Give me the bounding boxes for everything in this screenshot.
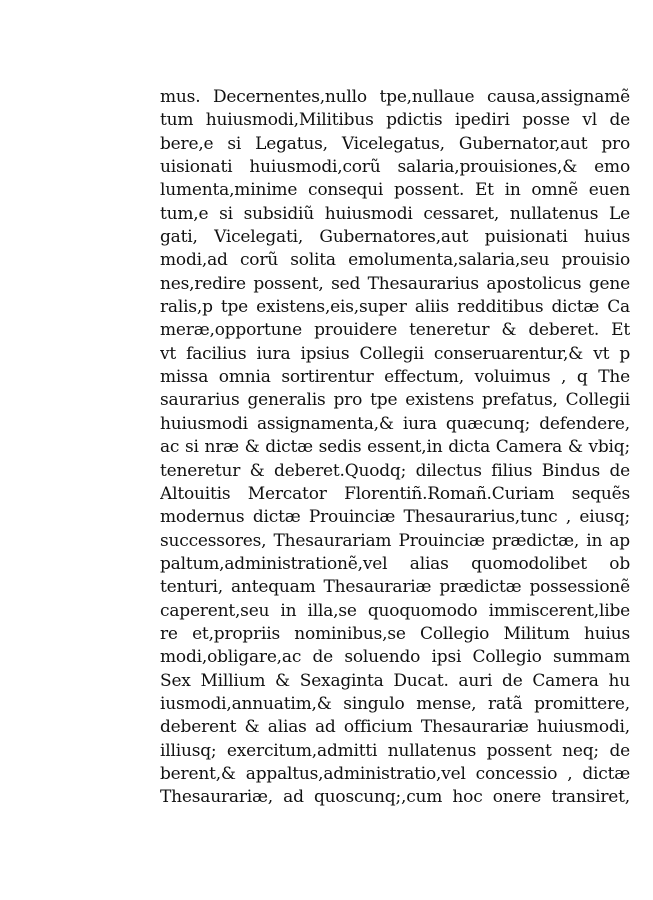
text-line: modi,ad corũ solita emolumenta,salaria,seu prouisio xyxy=(160,250,630,271)
text-line: vt facilius iura ipsius Collegii conseruarentur,& vt p xyxy=(160,343,630,364)
text-line: successores, Thesaurariam Prouinciæ prædictæ, in ap xyxy=(160,530,630,551)
text-line: lumenta,minime consequi possent. Et in omnẽ euen xyxy=(160,180,630,201)
text-line: iusmodi,annuatim,& singulo mense, ratã promittere, xyxy=(160,693,630,714)
text-line: bere,e si Legatus, Vicelegatus, Gubernator,aut pro xyxy=(160,133,630,154)
text-line: modi,obligare,ac de soluendo ipsi Collegio summam xyxy=(160,647,630,668)
text-line: saurarius generalis pro tpe existens prefatus, Collegii xyxy=(160,390,630,411)
text-line: paltum,administrationẽ,vel alias quomodolibet ob xyxy=(160,553,630,574)
text-line: berent,& appaltus,administratio,vel concessio , dictæ xyxy=(160,763,630,784)
text-line: Thesaurariæ, ad quoscunq;,cum hoc onere transiret, xyxy=(160,787,630,808)
text-line: deberent & alias ad officium Thesaurariæ huiusmodi, xyxy=(160,717,630,738)
text-line: missa omnia sortirentur effectum, voluimus , q The xyxy=(160,367,630,388)
text-line: teneretur & deberet.Quodq; dilectus filius Bindus de xyxy=(160,460,630,481)
text-line: nes,redire possent, sed Thesaurarius apostolicus gene xyxy=(160,273,630,294)
text-line: ac si nræ & dictæ sedis essent,in dicta Camera & vbiq; xyxy=(160,437,630,458)
text-line: tum,e si subsidiũ huiusmodi cessaret, nullatenus Le xyxy=(160,203,630,224)
text-line: mus. Decernentes,nullo tpe,nullaue causa,assignamẽ xyxy=(160,87,630,107)
text-line: ralis,p tpe existens,eis,super aliis redditibus dictæ Ca xyxy=(160,297,630,318)
body-text xyxy=(160,86,630,810)
text-line: re et,propriis nominibus,se Collegio Militum huius xyxy=(160,623,630,644)
text-line: Altouitis Mercator Florentiñ.Romañ.Curiam sequẽs xyxy=(160,483,630,504)
text-line: tenturi, antequam Thesaurariæ prædictæ possessionẽ xyxy=(160,577,630,598)
text-line: modernus dictæ Prouinciæ Thesaurarius,tunc , eiusq; xyxy=(160,507,630,528)
text-line: tum huiusmodi,Militibus pdictis ipediri posse vl de xyxy=(160,110,630,131)
text-line: gati, Vicelegati, Gubernatores,aut puisionati huius xyxy=(160,227,630,248)
text-line: Sex Millium & Sexaginta Ducat. auri de Camera hu xyxy=(160,670,630,691)
text-line: caperent,seu in illa,se quoquomodo immiscerent,libe xyxy=(160,600,630,621)
text-line: illiusq; exercitum,admitti nullatenus possent neq; de xyxy=(160,740,630,761)
text-line: uisionati huiusmodi,corũ salaria,prouisiones,& emo xyxy=(160,157,630,178)
text-line: huiusmodi assignamenta,& iura quæcunq; defendere, xyxy=(160,413,630,434)
text-line: meræ,opportune prouidere teneretur & deberet. Et xyxy=(160,320,630,341)
